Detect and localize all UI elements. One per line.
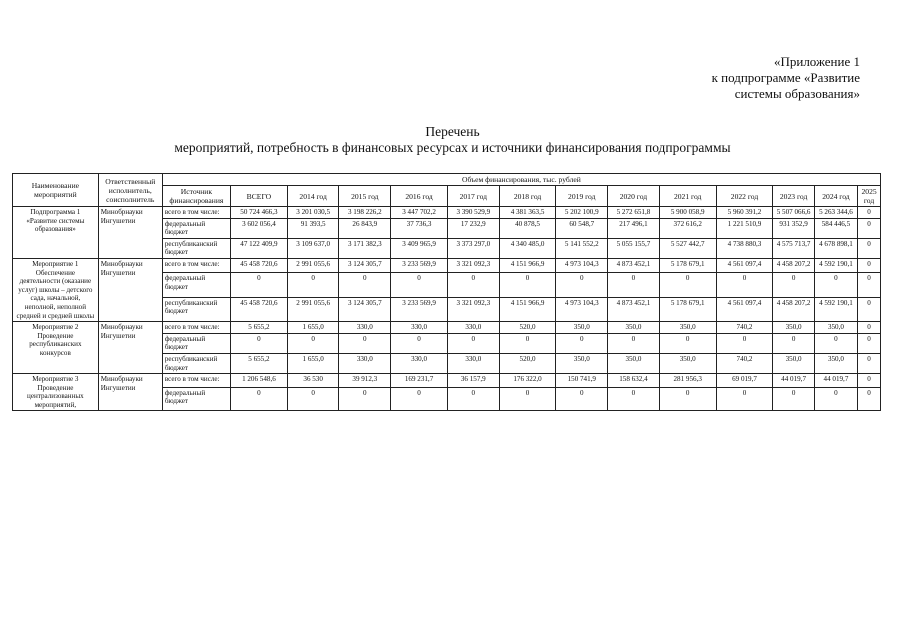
year-value: 3 233 569,9 (391, 258, 448, 272)
year-value: 5 263 344,6 (814, 207, 857, 219)
year-value: 0 (499, 273, 556, 298)
year-value: 350,0 (659, 322, 716, 334)
year-value: 150 741,9 (556, 374, 608, 388)
year-value: 3 124 305,7 (339, 258, 391, 272)
year-value: 4 458 207,2 (773, 297, 814, 322)
year-value: 350,0 (814, 322, 857, 334)
year-value: 3 321 092,3 (447, 297, 499, 322)
year-value: 26 843,9 (339, 218, 391, 238)
year-value: 0 (447, 387, 499, 411)
year-value: 4 973 104,3 (556, 258, 608, 272)
funding-source: федеральный бюджет (162, 273, 230, 298)
year-value: 0 (858, 273, 881, 298)
total-value: 0 (231, 273, 288, 298)
table-row (13, 374, 881, 388)
year-value: 36 530 (287, 374, 339, 388)
year-value: 0 (858, 297, 881, 322)
header-source: Источник финансирования (162, 186, 230, 207)
year-value: 3 233 569,9 (391, 297, 448, 322)
header-year: 2023 год (773, 186, 814, 207)
year-value: 350,0 (608, 353, 660, 373)
header-year: 2018 год (499, 186, 556, 207)
year-value: 520,0 (499, 353, 556, 373)
year-value: 0 (858, 322, 881, 334)
funding-source: всего в том числе: (162, 374, 230, 388)
title-line: мероприятий, потребность в финансовых ресурсах и источники финансирования подпрограммы (174, 140, 731, 155)
year-value: 0 (858, 258, 881, 272)
funding-source: республиканский бюджет (162, 297, 230, 322)
year-value: 0 (858, 387, 881, 411)
activity-name: Мероприятие 1 Обеспечение деятельности (оказание услуг) школы – детского сада, начальной, неполной, неполной средней и средней школы (13, 258, 99, 321)
year-value: 372 616,2 (659, 218, 716, 238)
year-value: 330,0 (391, 353, 448, 373)
year-value: 350,0 (773, 322, 814, 334)
executor: Минобрнауки Ингушетии (98, 322, 162, 374)
total-value: 45 458 720,6 (231, 297, 288, 322)
year-value: 0 (716, 273, 773, 298)
header-year: 2014 год (287, 186, 339, 207)
year-value: 69 019,7 (716, 374, 773, 388)
year-value: 4 973 104,3 (556, 297, 608, 322)
year-value: 0 (556, 273, 608, 298)
executor: Минобрнауки Ингушетии (98, 258, 162, 321)
funding-source: всего в том числе: (162, 207, 230, 219)
year-value: 5 055 155,7 (608, 238, 660, 258)
year-value: 0 (556, 387, 608, 411)
year-value: 330,0 (339, 322, 391, 334)
header-year: 2016 год (391, 186, 448, 207)
year-value: 0 (773, 387, 814, 411)
year-value: 350,0 (814, 353, 857, 373)
year-value: 330,0 (391, 322, 448, 334)
total-value: 50 724 466,3 (231, 207, 288, 219)
appendix-line: «Приложение 1 (773, 54, 860, 69)
total-value: 5 655,2 (231, 353, 288, 373)
total-value: 45 458 720,6 (231, 258, 288, 272)
year-value: 1 221 510,9 (716, 218, 773, 238)
year-value: 520,0 (499, 322, 556, 334)
activity-name: Подпрограмма 1 «Развитие системы образования» (13, 207, 99, 259)
year-value: 44 019,7 (773, 374, 814, 388)
year-value: 40 878,5 (499, 218, 556, 238)
appendix-line: системы образования» (734, 86, 860, 101)
year-value: 1 655,0 (287, 353, 339, 373)
year-value: 37 736,3 (391, 218, 448, 238)
year-value: 4 678 898,1 (814, 238, 857, 258)
year-value: 0 (659, 273, 716, 298)
year-value: 3 373 297,0 (447, 238, 499, 258)
year-value: 0 (773, 273, 814, 298)
year-value: 36 157,9 (447, 374, 499, 388)
year-value: 1 655,0 (287, 322, 339, 334)
year-value: 3 390 529,9 (447, 207, 499, 219)
year-value: 0 (287, 333, 339, 353)
year-value: 0 (858, 218, 881, 238)
table-row (13, 258, 881, 272)
year-value: 0 (339, 333, 391, 353)
total-value: 47 122 409,9 (231, 238, 288, 258)
header-funding-group: Объем финансирования, тыс. рублей (162, 174, 880, 186)
year-value: 350,0 (556, 322, 608, 334)
year-value: 3 321 092,3 (447, 258, 499, 272)
year-value: 4 151 966,9 (499, 297, 556, 322)
year-value: 5 272 651,8 (608, 207, 660, 219)
year-value: 5 527 442,7 (659, 238, 716, 258)
header-year: 2022 год (716, 186, 773, 207)
year-value: 0 (391, 387, 448, 411)
year-value: 4 561 097,4 (716, 258, 773, 272)
year-value: 4 592 190,1 (814, 297, 857, 322)
year-value: 0 (287, 387, 339, 411)
year-value: 4 873 452,1 (608, 297, 660, 322)
year-value: 0 (858, 374, 881, 388)
header-year: 2017 год (447, 186, 499, 207)
header-executor: Ответственный исполнитель, соисполнитель (98, 174, 162, 207)
year-value: 169 231,7 (391, 374, 448, 388)
funding-source: республиканский бюджет (162, 353, 230, 373)
total-value: 1 206 548,6 (231, 374, 288, 388)
year-value: 0 (814, 333, 857, 353)
year-value: 44 019,7 (814, 374, 857, 388)
year-value: 4 458 207,2 (773, 258, 814, 272)
year-value: 740,2 (716, 353, 773, 373)
year-value: 5 202 100,9 (556, 207, 608, 219)
year-value: 3 109 637,0 (287, 238, 339, 258)
table-row (13, 322, 881, 334)
year-value: 0 (858, 238, 881, 258)
year-value: 3 447 702,2 (391, 207, 448, 219)
year-value: 217 496,1 (608, 218, 660, 238)
funding-source: федеральный бюджет (162, 218, 230, 238)
year-value: 2 991 055,6 (287, 258, 339, 272)
year-value: 330,0 (447, 353, 499, 373)
year-value: 0 (858, 333, 881, 353)
year-value: 350,0 (556, 353, 608, 373)
year-value: 281 956,3 (659, 374, 716, 388)
year-value: 158 632,4 (608, 374, 660, 388)
year-value: 0 (287, 273, 339, 298)
executor: Минобрнауки Ингушетии (98, 374, 162, 411)
year-value: 91 393,5 (287, 218, 339, 238)
appendix-line: к подпрограмме «Развитие (711, 70, 860, 85)
activity-name: Мероприятие 2 Проведение республиканских конкурсов (13, 322, 99, 374)
year-value: 0 (608, 273, 660, 298)
year-value: 330,0 (447, 322, 499, 334)
year-value: 4 561 097,4 (716, 297, 773, 322)
year-value: 740,2 (716, 322, 773, 334)
table-row (13, 207, 881, 219)
total-value: 3 602 056,4 (231, 218, 288, 238)
year-value: 4 575 713,7 (773, 238, 814, 258)
executor: Минобрнауки Ингушетии (98, 207, 162, 259)
year-value: 5 960 391,2 (716, 207, 773, 219)
header-year: 2025 год (858, 186, 881, 207)
funding-source: всего в том числе: (162, 258, 230, 272)
year-value: 0 (499, 387, 556, 411)
year-value: 4 592 190,1 (814, 258, 857, 272)
year-value: 3 198 226,2 (339, 207, 391, 219)
year-value: 39 912,3 (339, 374, 391, 388)
year-value: 0 (716, 333, 773, 353)
year-value: 3 409 965,9 (391, 238, 448, 258)
financing-table (12, 173, 881, 411)
year-value: 0 (556, 333, 608, 353)
year-value: 0 (608, 387, 660, 411)
header-total: ВСЕГО (231, 186, 288, 207)
year-value: 350,0 (773, 353, 814, 373)
year-value: 3 124 305,7 (339, 297, 391, 322)
year-value: 0 (659, 333, 716, 353)
header-year: 2021 год (659, 186, 716, 207)
year-value: 17 232,9 (447, 218, 499, 238)
year-value: 0 (391, 273, 448, 298)
year-value: 5 141 552,2 (556, 238, 608, 258)
year-value: 4 340 485,0 (499, 238, 556, 258)
year-value: 3 201 030,5 (287, 207, 339, 219)
document-title (0, 124, 905, 156)
funding-source: федеральный бюджет (162, 333, 230, 353)
year-value: 5 900 058,9 (659, 207, 716, 219)
funding-source: федеральный бюджет (162, 387, 230, 411)
year-value: 0 (339, 273, 391, 298)
year-value: 0 (499, 333, 556, 353)
year-value: 60 548,7 (556, 218, 608, 238)
year-value: 3 171 382,3 (339, 238, 391, 258)
year-value: 2 991 055,6 (287, 297, 339, 322)
funding-source: республиканский бюджет (162, 238, 230, 258)
year-value: 5 178 679,1 (659, 297, 716, 322)
activity-name: Мероприятие 3 Проведение централизованных мероприятий, (13, 374, 99, 411)
total-value: 0 (231, 387, 288, 411)
year-value: 931 352,9 (773, 218, 814, 238)
year-value: 0 (716, 387, 773, 411)
funding-source: всего в том числе: (162, 322, 230, 334)
year-value: 0 (447, 333, 499, 353)
total-value: 0 (231, 333, 288, 353)
header-year: 2024 год (814, 186, 857, 207)
year-value: 0 (814, 273, 857, 298)
year-value: 0 (814, 387, 857, 411)
year-value: 5 178 679,1 (659, 258, 716, 272)
year-value: 0 (608, 333, 660, 353)
header-name: Наименование мероприятий (13, 174, 99, 207)
title-line: Перечень (425, 124, 480, 139)
year-value: 0 (659, 387, 716, 411)
year-value: 4 381 363,5 (499, 207, 556, 219)
year-value: 0 (773, 333, 814, 353)
year-value: 0 (391, 333, 448, 353)
year-value: 5 507 066,6 (773, 207, 814, 219)
year-value: 0 (858, 353, 881, 373)
year-value: 176 322,0 (499, 374, 556, 388)
year-value: 0 (447, 273, 499, 298)
year-value: 350,0 (608, 322, 660, 334)
year-value: 4 873 452,1 (608, 258, 660, 272)
year-value: 584 446,5 (814, 218, 857, 238)
year-value: 330,0 (339, 353, 391, 373)
year-value: 4 738 880,3 (716, 238, 773, 258)
year-value: 0 (339, 387, 391, 411)
year-value: 350,0 (659, 353, 716, 373)
header-year: 2020 год (608, 186, 660, 207)
header-year: 2019 год (556, 186, 608, 207)
appendix-caption (712, 54, 860, 102)
total-value: 5 655,2 (231, 322, 288, 334)
year-value: 0 (858, 207, 881, 219)
year-value: 4 151 966,9 (499, 258, 556, 272)
header-year: 2015 год (339, 186, 391, 207)
